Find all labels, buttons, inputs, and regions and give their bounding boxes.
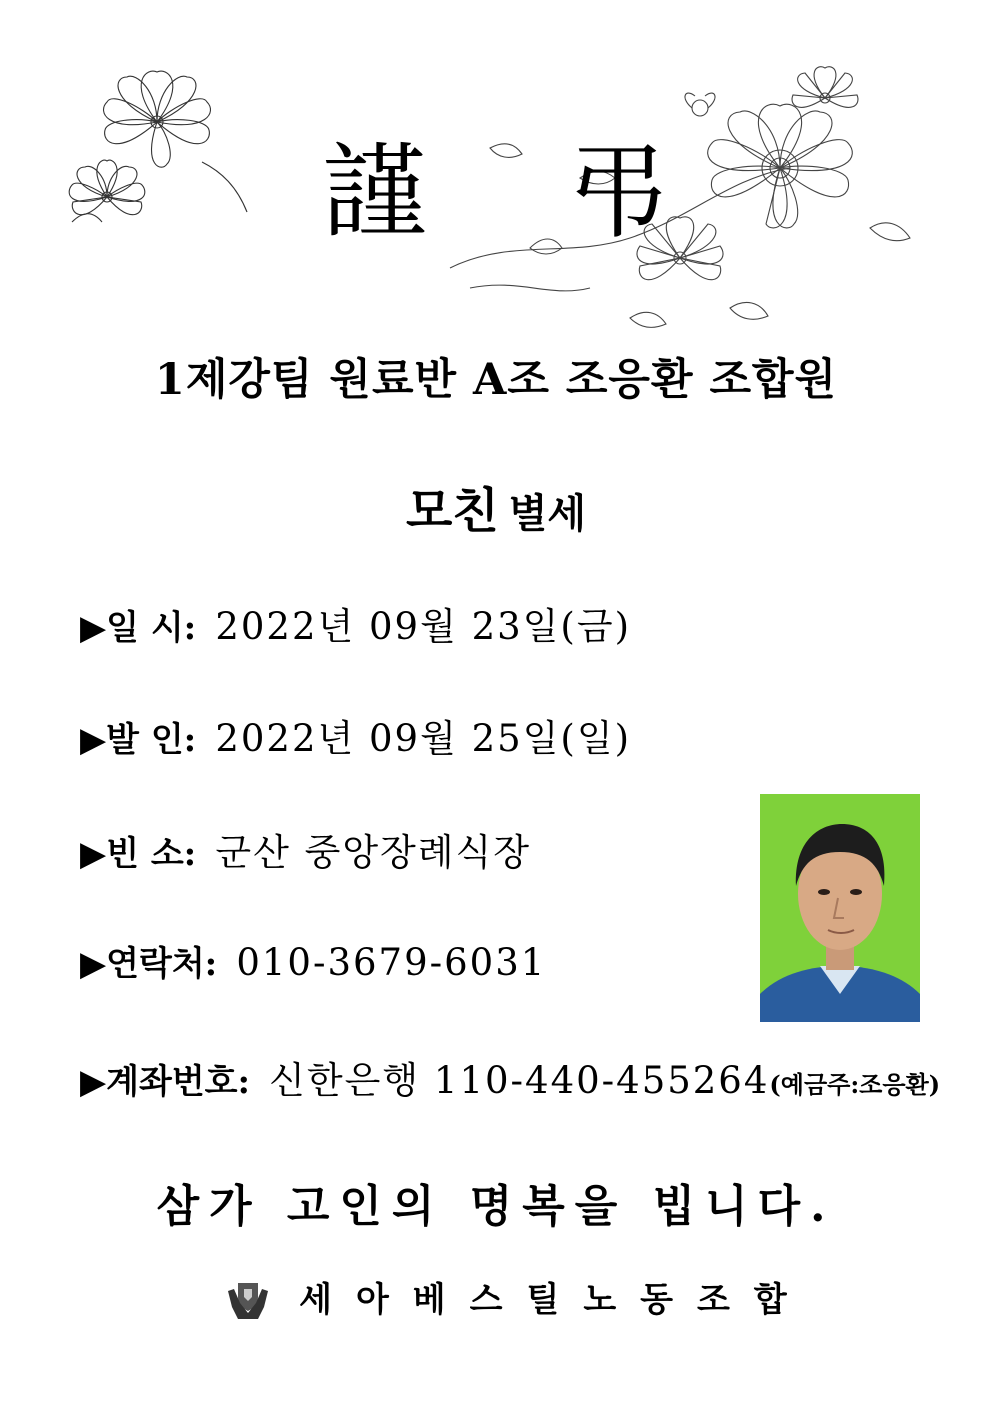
mourning-suffix: 별세 xyxy=(508,490,587,537)
title-char-right: 弔 xyxy=(566,131,671,253)
info-label: ▶빈 소: xyxy=(80,834,197,874)
account-holder-note: (예금주:조응환) xyxy=(769,1070,941,1099)
info-value: 군산 중앙장례식장 xyxy=(215,831,532,874)
info-label: ▶발 인: xyxy=(80,720,197,760)
info-label: ▶일 시: xyxy=(80,608,197,648)
info-row-bank-account xyxy=(80,1050,940,1110)
mourning-main: 모친 xyxy=(405,483,499,539)
title-char-left: 謹 xyxy=(322,131,427,253)
info-row-funeral-hall xyxy=(80,822,531,882)
chrysanthemum-left-illustration xyxy=(62,62,252,242)
deceased-member-line: 1제강팀 원료반 A조 조응환 조합원 xyxy=(154,355,838,405)
info-value: 2022년 09월 23일(금) xyxy=(215,605,632,648)
info-row-contact xyxy=(80,936,546,996)
chrysanthemum-right-illustration xyxy=(430,58,920,338)
mourning-notice xyxy=(0,472,992,541)
union-name: 세아베스틸노동조합 xyxy=(299,1280,811,1320)
info-value: 010-3679-6031 xyxy=(236,941,547,984)
info-value: 2022년 09월 25일(일) xyxy=(215,717,632,760)
condolence-message: 삼가 고인의 명복을 빕니다. xyxy=(156,1181,836,1232)
info-label: ▶계좌번호: xyxy=(80,1062,251,1102)
portrait-photo xyxy=(760,794,920,1022)
info-row-date xyxy=(80,596,631,656)
info-row-funeral-procession xyxy=(80,708,631,768)
info-label: ▶연락처: xyxy=(80,944,218,984)
account-number: 신한은행 110-440-455264 xyxy=(269,1059,770,1102)
info-value xyxy=(269,1050,940,1104)
hands-holding-shield-icon xyxy=(224,1273,272,1321)
union-signature xyxy=(224,1272,811,1332)
